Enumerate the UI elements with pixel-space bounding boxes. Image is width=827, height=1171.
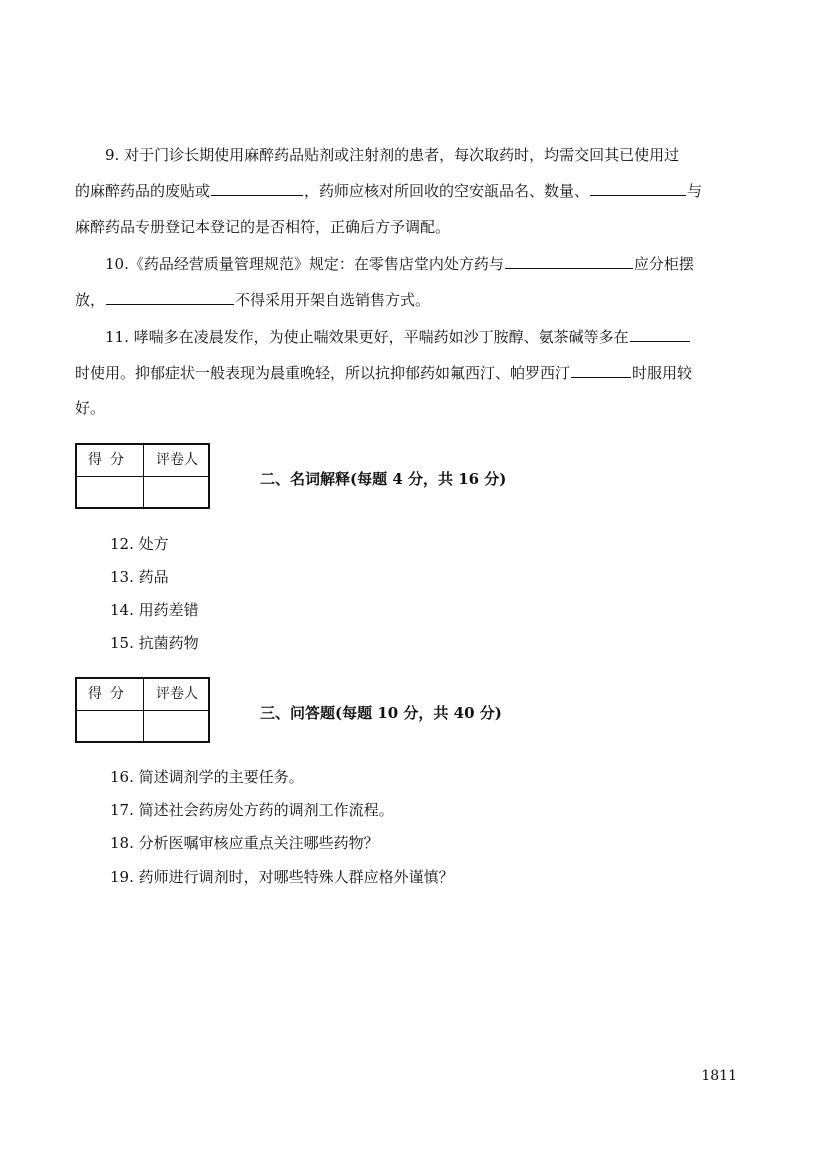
section2-title: 二、名词解释(每题 4 分，共 16 分) xyxy=(260,470,507,488)
section2-item: 14. 用药差错 xyxy=(110,601,199,619)
q11-line1-text-a: 11. 哮喘多在凌晨发作，为使止喘效果更好，平喘药如沙丁胺醇、氨茶碱等多在 xyxy=(105,328,629,346)
section2-item: 15. 抗菌药物 xyxy=(110,634,199,652)
q10-line2-text-b: 不得采用开架自选销售方式。 xyxy=(235,291,431,309)
q11-line1 xyxy=(105,327,691,347)
grader-label: 评卷人 xyxy=(156,686,198,702)
q10-line2 xyxy=(75,290,430,310)
q9-blank-1[interactable] xyxy=(211,181,303,196)
q10-line1-text-b: 应分柜摆 xyxy=(633,255,694,273)
section3-item: 18. 分析医嘱审核应重点关注哪些药物？ xyxy=(110,834,379,852)
score-box-section3 xyxy=(75,677,210,743)
q9-line2-text-c: 与 xyxy=(687,182,703,200)
q10-line1 xyxy=(105,254,694,274)
q9-line3: 麻醉药品专册登记本登记的是否相符，正确后方予调配。 xyxy=(75,218,451,236)
section2-item: 13. 药品 xyxy=(110,568,169,586)
q11-blank-1[interactable] xyxy=(630,327,690,342)
score-box-divider xyxy=(77,710,208,711)
score-label: 得分 xyxy=(88,452,132,468)
q9-line2-text-b: ，药师应核对所回收的空安瓿品名、数量、 xyxy=(304,182,590,200)
q10-blank-1[interactable] xyxy=(505,254,633,269)
q10-line1-text-a: 10.《药品经营质量管理规范》规定：在零售店堂内处方药与 xyxy=(105,255,504,273)
section2-item: 12. 处方 xyxy=(110,535,169,553)
q11-line2-text-b: 时服用较 xyxy=(632,364,693,382)
page-number: 1811 xyxy=(701,1068,737,1084)
score-box-section2 xyxy=(75,443,210,509)
score-box-divider xyxy=(77,476,208,477)
section3-item: 19. 药师进行调剂时，对哪些特殊人群应格外谨慎？ xyxy=(110,868,454,886)
section3-item: 17. 简述社会药房处方药的调剂工作流程。 xyxy=(110,801,394,819)
q9-blank-2[interactable] xyxy=(590,181,686,196)
q11-line3: 好。 xyxy=(75,399,106,417)
q9-line1: 9. 对于门诊长期使用麻醉药品贴剂或注射剂的患者，每次取药时，均需交回其已使用过 xyxy=(105,146,680,164)
q10-line2-text-a: 放， xyxy=(75,291,106,309)
q11-line2-text-a: 时使用。抑郁症状一般表现为晨重晚轻，所以抗抑郁药如氟西汀、帕罗西汀 xyxy=(75,364,571,382)
section3-item: 16. 简述调剂学的主要任务。 xyxy=(110,768,304,786)
grader-label: 评卷人 xyxy=(156,452,198,468)
section3-title: 三、问答题(每题 10 分，共 40 分) xyxy=(260,704,502,722)
q11-line2 xyxy=(75,363,692,383)
q11-blank-2[interactable] xyxy=(571,363,631,378)
score-label: 得分 xyxy=(88,686,132,702)
q9-line2 xyxy=(75,181,702,201)
q10-blank-2[interactable] xyxy=(106,290,234,305)
q9-line2-text-a: 的麻醉药品的废贴或 xyxy=(75,182,211,200)
